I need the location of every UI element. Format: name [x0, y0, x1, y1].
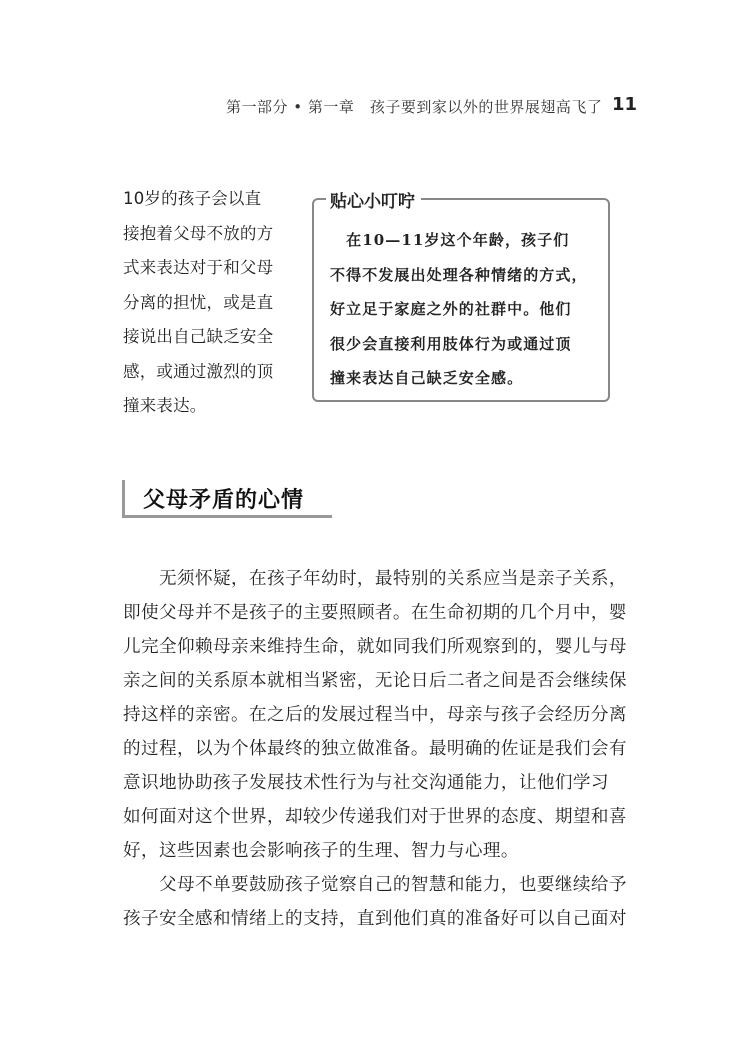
running-header: 第一部分 • 第一章 孩子要到家以外的世界展翅高飞了: [226, 98, 603, 116]
body-line: 儿完全仰赖母亲来维持生命，就如同我们所观察到的，婴儿与母: [123, 637, 627, 657]
body-line: 好，这些因素也会影响孩子的生理、智力与心理。: [123, 841, 519, 861]
tip-line: 在10—11岁这个年龄，孩子们: [330, 231, 570, 249]
side-line: 撞来表达。: [123, 396, 207, 415]
section-heading: 父母矛盾的心情: [143, 488, 305, 513]
body-line: 父母不单要鼓励孩子觉察自己的智慧和能力，也要继续给予: [159, 875, 627, 895]
side-line: 感，或通过激烈的顶: [123, 361, 274, 381]
body-line: 亲之间的关系原本就相当紧密，无论日后二者之间是否会继续保: [123, 671, 627, 691]
body-line: 意识地协助孩子发展技术性行为与社交沟通能力，让他们学习: [123, 773, 609, 793]
body-line: 如何面对这个世界，却较少传递我们对于世界的态度、期望和喜: [123, 807, 627, 827]
tip-line: 不得不发展出处理各种情绪的方式，: [330, 265, 588, 284]
page-number: 11: [612, 94, 638, 115]
side-line: 接说出自己缺乏安全: [123, 327, 274, 346]
tip-box-text: [330, 228, 588, 401]
body-line: 无须怀疑，在孩子年幼时，最特别的关系应当是亲子关系，: [159, 569, 627, 589]
side-text: [123, 186, 293, 428]
side-line: 分离的担忧，或是直: [123, 292, 274, 312]
body-line: 的过程，以为个体最终的独立做准备。最明确的佐证是我们会有: [123, 739, 627, 759]
tip-line: 撞来表达自己缺乏安全感。: [330, 369, 524, 387]
body-line: 孩子安全感和情绪上的支持，直到他们真的准备好可以自己面对: [123, 909, 627, 929]
tip-line: 好立足于家庭之外的社群中。他们: [330, 300, 572, 318]
body-text: [123, 566, 627, 940]
side-line: 接抱着父母不放的方: [123, 223, 274, 243]
body-line: 持这样的亲密。在之后的发展过程当中，母亲与孩子会经历分离: [123, 705, 627, 725]
body-line: 即使父母并不是孩子的主要照顾者。在生命初期的几个月中，婴: [123, 603, 627, 623]
side-line: 式来表达对于和父母: [123, 258, 274, 277]
tip-box-title: 贴心小叮咛: [326, 187, 421, 212]
tip-line: 很少会直接利用肢体行为或通过顶: [330, 334, 572, 353]
side-line: 10岁的孩子会以直: [123, 189, 262, 208]
